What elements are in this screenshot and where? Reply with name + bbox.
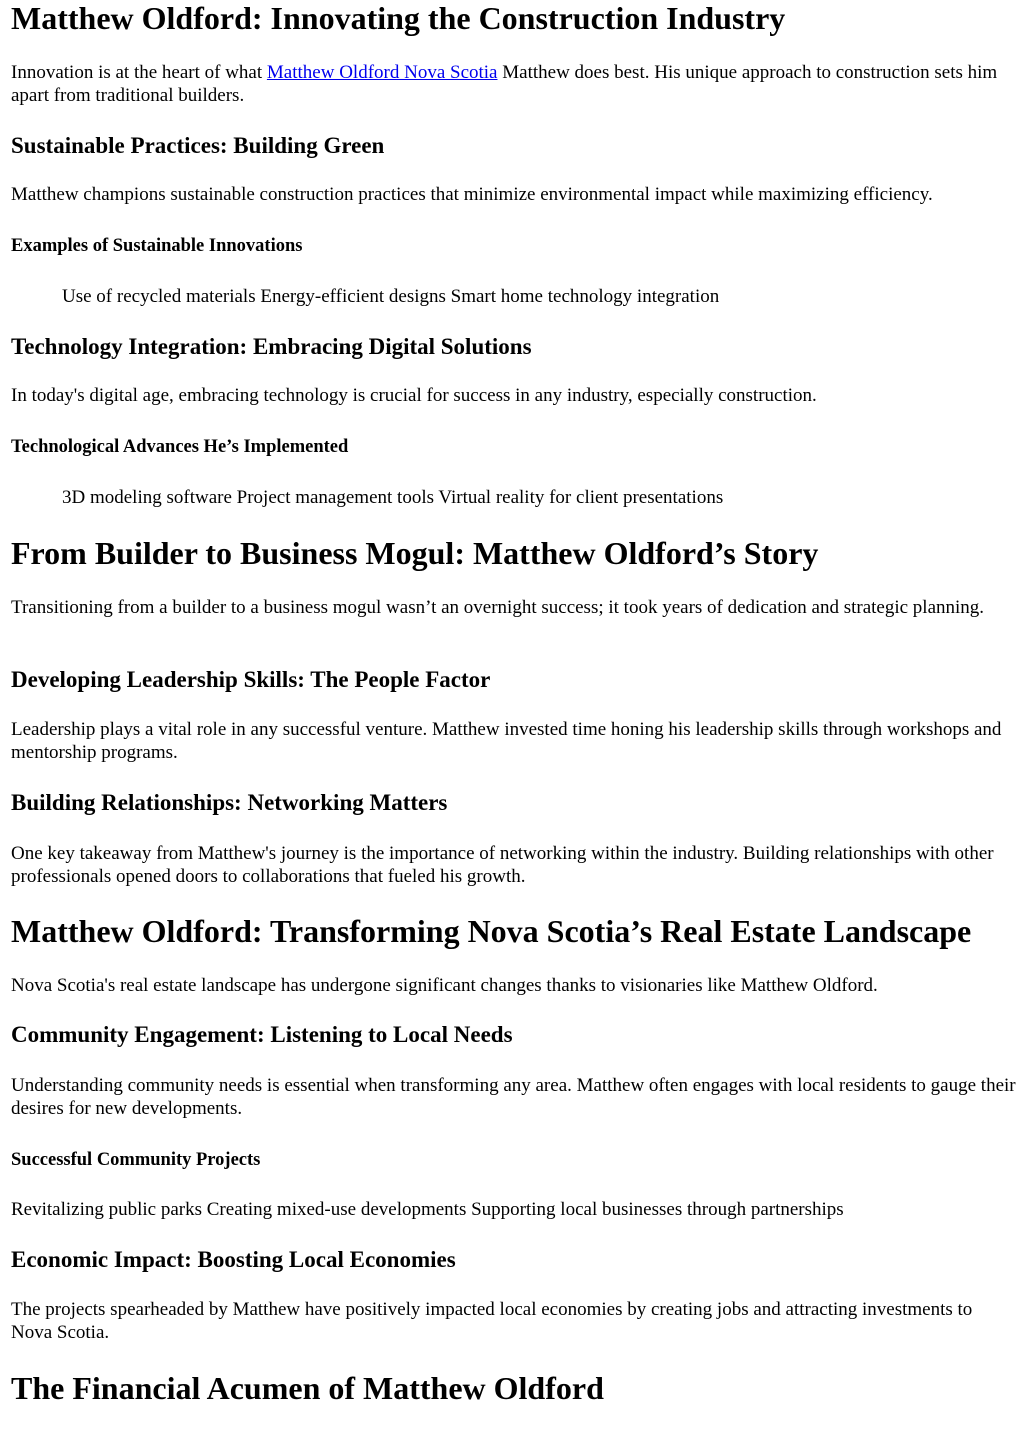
tech-advances-list: 3D modeling software Project management tools Virtual reality for client presentations xyxy=(62,487,724,508)
subsection-title-networking: Building Relationships: Networking Matters xyxy=(11,790,448,815)
intro-paragraph-innovation xyxy=(11,61,1016,107)
section-title-builder-to-mogul: From Builder to Business Mogul: Matthew Oldford’s Story xyxy=(11,535,819,571)
subsection-title-economic: Economic Impact: Boosting Local Economies xyxy=(11,1247,456,1272)
intro-text-after: Matthew does best. His unique approach to construction sets him apart from traditional builders. xyxy=(11,62,998,106)
section-title-financial-acumen: The Financial Acumen of Matthew Oldford xyxy=(11,1370,604,1406)
minor-title-community-projects: Successful Community Projects xyxy=(11,1150,261,1170)
networking-paragraph: One key takeaway from Matthew's journey is the importance of networking within the industry. Building relationships with other professionals opened doors to collaborations that fueled his growth. xyxy=(11,843,994,887)
subsection-title-leadership: Developing Leadership Skills: The People Factor xyxy=(11,667,491,692)
section-title-innovating: Matthew Oldford: Innovating the Construction Industry xyxy=(11,0,786,36)
real-estate-intro-paragraph: Nova Scotia's real estate landscape has undergone significant changes thanks to visionaries like Matthew Oldford. xyxy=(11,975,878,996)
subsection-title-technology: Technology Integration: Embracing Digital Solutions xyxy=(11,334,532,359)
matthew-oldford-nova-scotia-link[interactable]: Matthew Oldford Nova Scotia xyxy=(266,62,498,83)
community-projects-list: Revitalizing public parks Creating mixed-use developments Supporting local businesses through partnerships xyxy=(11,1199,844,1220)
subsection-title-community: Community Engagement: Listening to Local Needs xyxy=(11,1022,513,1047)
sustainable-examples-list: Use of recycled materials Energy-efficient designs Smart home technology integration xyxy=(62,286,720,307)
minor-title-tech-advances: Technological Advances He’s Implemented xyxy=(11,437,349,457)
section-title-real-estate: Matthew Oldford: Transforming Nova Scotia’s Real Estate Landscape xyxy=(11,913,972,949)
leadership-paragraph: Leadership plays a vital role in any successful venture. Matthew invested time honing his leadership skills through workshops and mentorship programs. xyxy=(11,719,1002,763)
economic-paragraph: The projects spearheaded by Matthew have positively impacted local economies by creating jobs and attracting investments to Nova Scotia. xyxy=(11,1299,973,1343)
intro-text-before: Innovation is at the heart of what xyxy=(11,62,267,83)
mogul-intro-paragraph: Transitioning from a builder to a business mogul wasn’t an overnight success; it took years of dedication and strategic planning. xyxy=(11,597,985,618)
technology-paragraph: In today's digital age, embracing technology is crucial for success in any industry, especially construction. xyxy=(11,385,817,406)
minor-title-sustainable-examples: Examples of Sustainable Innovations xyxy=(11,236,303,256)
subsection-title-sustainable: Sustainable Practices: Building Green xyxy=(11,133,385,158)
community-paragraph: Understanding community needs is essential when transforming any area. Matthew often engages with local residents to gauge their desires for new developments. xyxy=(11,1075,1016,1119)
sustainable-paragraph: Matthew champions sustainable construction practices that minimize environmental impact while maximizing efficiency. xyxy=(11,184,933,205)
